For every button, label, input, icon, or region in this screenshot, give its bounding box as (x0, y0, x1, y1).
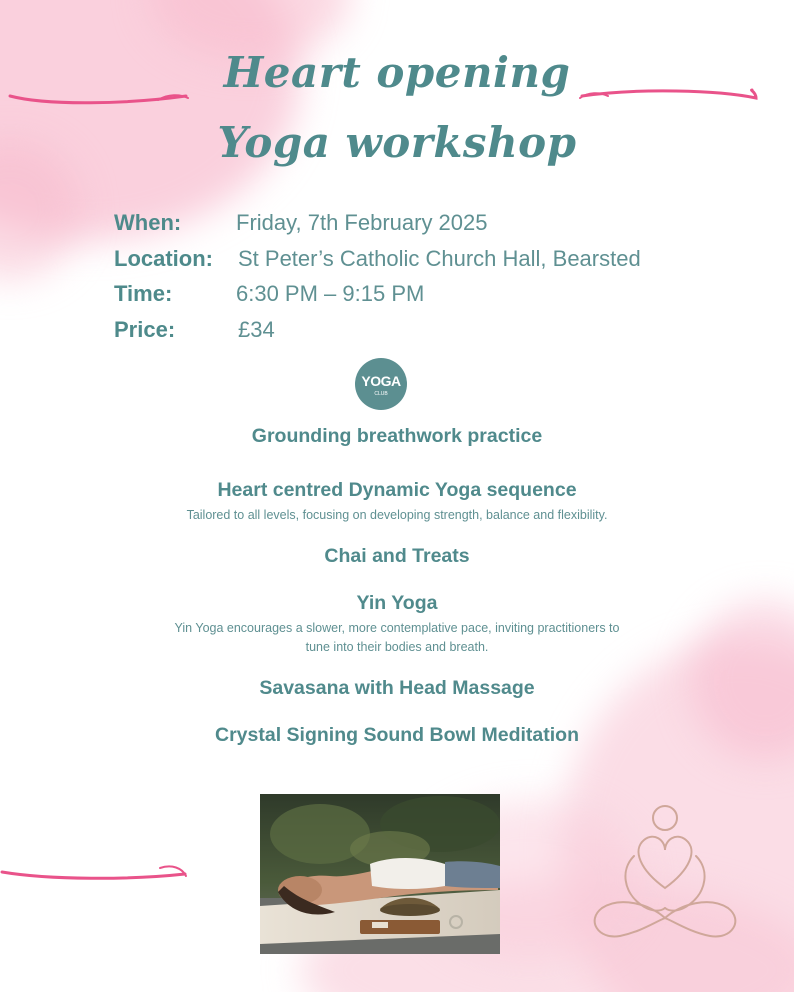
price-value: £34 (238, 316, 275, 342)
time-label: Time: (114, 281, 173, 306)
logo-text: YOGA (361, 373, 401, 389)
title-line-1: Heart opening (223, 48, 571, 97)
schedule-item-description: Tailored to all levels, focusing on developing strength, balance and flexibility. (186, 508, 608, 522)
yoga-photo (260, 794, 500, 954)
event-details (114, 210, 734, 352)
detail-row-price (114, 317, 734, 353)
when-value: Friday, 7th February 2025 (236, 210, 488, 235)
detail-row-when (114, 210, 734, 246)
pink-swash-bottom-left (0, 862, 190, 884)
schedule-item-title: Chai and Treats (324, 545, 470, 567)
logo-subtext: CLUB (374, 391, 388, 397)
detail-row-time (114, 281, 734, 317)
schedule-item-title: Grounding breathwork practice (251, 425, 543, 447)
title-line-2: Yoga workshop (217, 118, 577, 167)
schedule-item-description-cont: tune into their bodies and breath. (305, 640, 489, 654)
yoga-club-logo (355, 358, 407, 410)
price-label: Price: (114, 316, 176, 342)
when-label: When: (114, 210, 182, 235)
time-value: 6:30 PM – 9:15 PM (236, 281, 425, 306)
schedule-item-title: Yin Yoga (356, 592, 438, 614)
location-label: Location: (114, 245, 213, 271)
location-value: St Peter’s Catholic Church Hall, Bearsted (238, 245, 641, 271)
yoga-photo-illustration (260, 794, 500, 954)
detail-row-location (114, 246, 734, 282)
schedule-item-title: Crystal Signing Sound Bowl Meditation (215, 724, 579, 746)
schedule-item-title: Savasana with Head Massage (259, 677, 535, 699)
schedule-item-title: Heart centred Dynamic Yoga sequence (217, 479, 577, 501)
schedule-item-description: Yin Yoga encourages a slower, more contemplative pace, inviting practitioners to (174, 621, 620, 635)
lotus-heart-icon (580, 800, 750, 950)
